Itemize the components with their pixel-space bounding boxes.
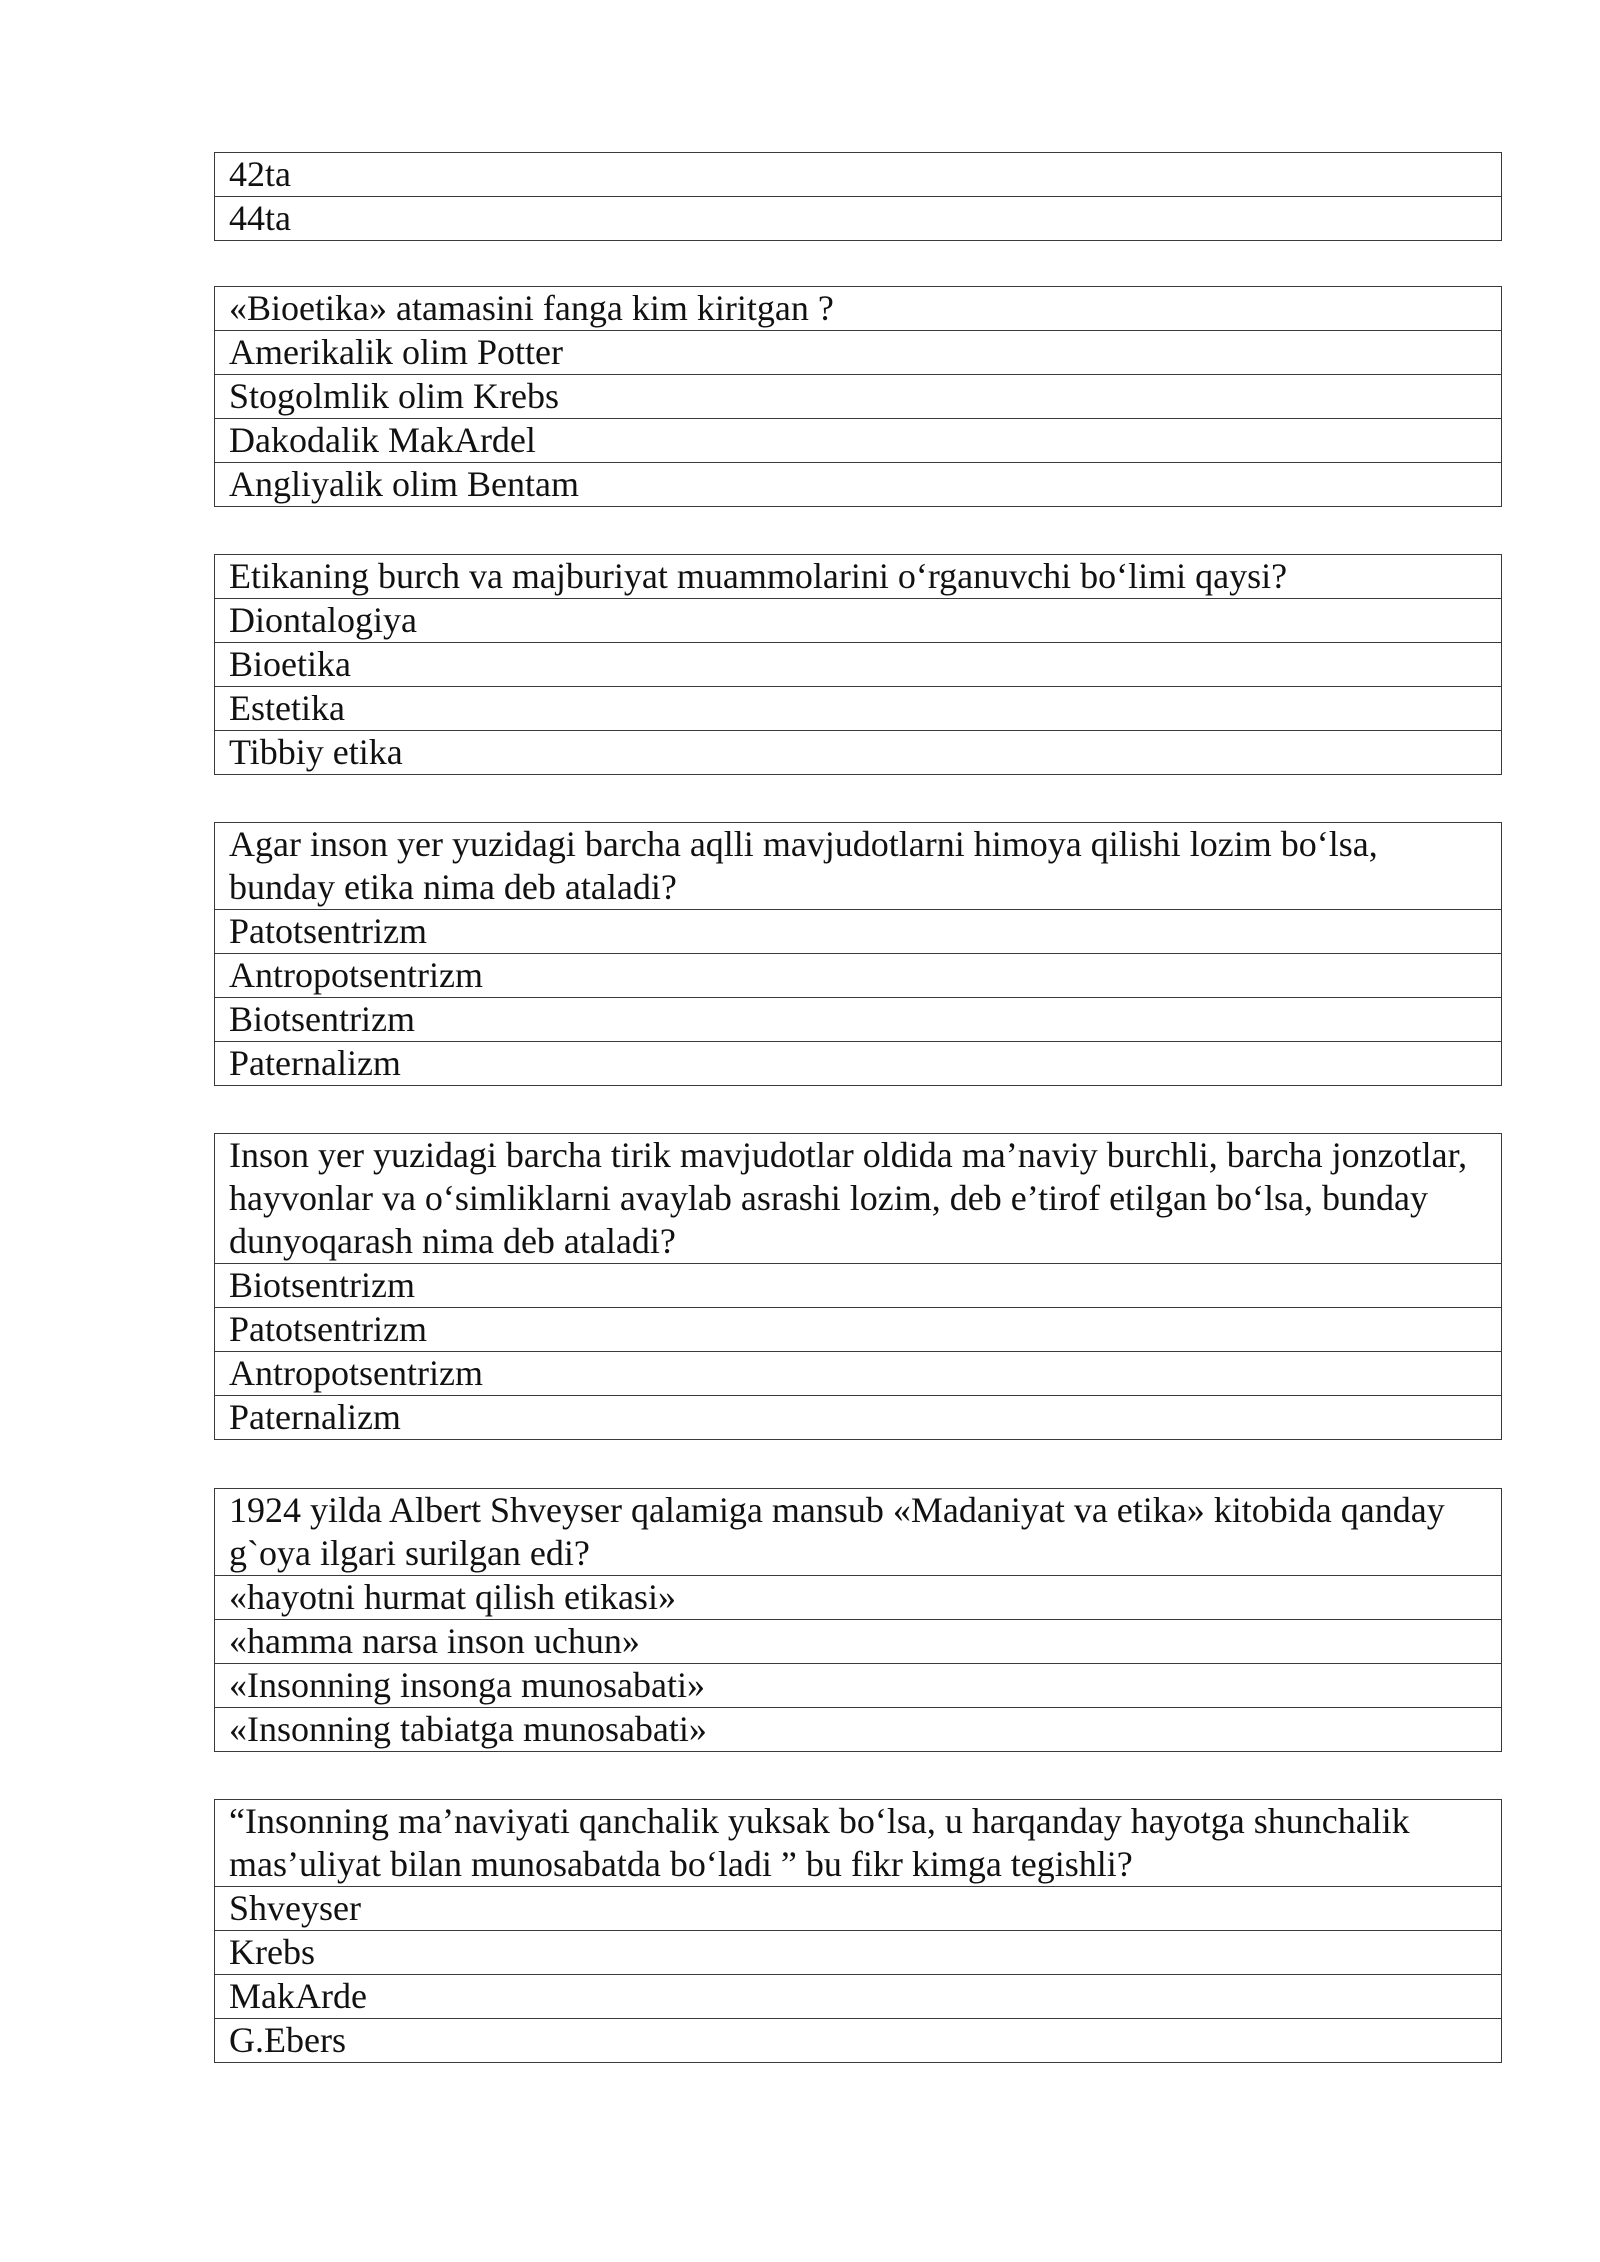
table-row (215, 1576, 1502, 1620)
answer-block-continuation (214, 152, 1502, 241)
table-row (215, 2019, 1502, 2063)
table-row (215, 1396, 1502, 1440)
table-row (215, 1800, 1502, 1887)
table-row (215, 287, 1502, 331)
question-block (214, 1799, 1502, 2063)
question-text: «Bioetika» atamasini fanga kim kiritgan ? (215, 287, 1502, 331)
question-block (214, 1133, 1502, 1440)
answer-option: Estetika (215, 687, 1502, 731)
answer-option: Shveyser (215, 1887, 1502, 1931)
table-row (215, 998, 1502, 1042)
table-row (215, 1975, 1502, 2019)
table-row (215, 331, 1502, 375)
table-row (215, 1264, 1502, 1308)
answer-option: G.Ebers (215, 2019, 1502, 2063)
answer-option: Dakodalik MakArdel (215, 419, 1502, 463)
table-row (215, 954, 1502, 998)
answer-option: 42ta (215, 153, 1502, 197)
answer-option: 44ta (215, 197, 1502, 241)
answer-option: Bioetika (215, 643, 1502, 687)
question-text: “Insonning ma’naviyati qanchalik yuksak bo‘lsa, u harqanday hayotga shunchalik mas’uliyat bilan munosabatda bo‘ladi ” bu fikr kimga tegishli? (215, 1800, 1502, 1887)
table-row (215, 153, 1502, 197)
answer-option: «hamma narsa inson uchun» (215, 1620, 1502, 1664)
answer-option: Stogolmlik olim Krebs (215, 375, 1502, 419)
question-text: Agar inson yer yuzidagi barcha aqlli mavjudotlarni himoya qilishi lozim bo‘lsa, bunday etika nima deb ataladi? (215, 823, 1502, 910)
answer-option: Paternalizm (215, 1042, 1502, 1086)
table-row (215, 1042, 1502, 1086)
answer-option: «hayotni hurmat qilish etikasi» (215, 1576, 1502, 1620)
table-row (215, 1887, 1502, 1931)
question-block (214, 286, 1502, 507)
table-row (215, 731, 1502, 775)
table-row (215, 1931, 1502, 1975)
table-row (215, 1620, 1502, 1664)
answer-option: Amerikalik olim Potter (215, 331, 1502, 375)
table-row (215, 463, 1502, 507)
table-row (215, 1352, 1502, 1396)
table-row (215, 1308, 1502, 1352)
answer-option: Antropotsentrizm (215, 1352, 1502, 1396)
question-block (214, 1488, 1502, 1752)
table-row (215, 419, 1502, 463)
answer-option: Biotsentrizm (215, 1264, 1502, 1308)
answer-option: «Insonning insonga munosabati» (215, 1664, 1502, 1708)
question-text: Etikaning burch va majburiyat muammolarini o‘rganuvchi bo‘limi qaysi? (215, 555, 1502, 599)
table-row (215, 1708, 1502, 1752)
answer-option: Antropotsentrizm (215, 954, 1502, 998)
question-block (214, 822, 1502, 1086)
table-row (215, 375, 1502, 419)
question-text: Inson yer yuzidagi barcha tirik mavjudotlar oldida ma’naviy burchli, barcha jonzotlar, hayvonlar va o‘simliklarni avaylab asrashi lozim, deb e’tirof etilgan bo‘lsa, bunday dunyoqarash nima deb ataladi? (215, 1134, 1502, 1264)
answer-option: Biotsentrizm (215, 998, 1502, 1042)
question-text: 1924 yilda Albert Shveyser qalamiga mansub «Madaniyat va etika» kitobida qanday g`oya ilgari surilgan edi? (215, 1489, 1502, 1576)
answer-option: Krebs (215, 1931, 1502, 1975)
answer-option: Patotsentrizm (215, 910, 1502, 954)
table-row (215, 910, 1502, 954)
answer-option: Paternalizm (215, 1396, 1502, 1440)
table-row (215, 1664, 1502, 1708)
table-row (215, 1134, 1502, 1264)
question-block (214, 554, 1502, 775)
answer-option: MakArde (215, 1975, 1502, 2019)
table-row (215, 555, 1502, 599)
answer-option: Diontalogiya (215, 599, 1502, 643)
answer-option: Angliyalik olim Bentam (215, 463, 1502, 507)
table-row (215, 1489, 1502, 1576)
table-row (215, 643, 1502, 687)
answer-option: Tibbiy etika (215, 731, 1502, 775)
answer-option: «Insonning tabiatga munosabati» (215, 1708, 1502, 1752)
table-row (215, 197, 1502, 241)
table-row (215, 823, 1502, 910)
table-row (215, 687, 1502, 731)
answer-option: Patotsentrizm (215, 1308, 1502, 1352)
table-row (215, 599, 1502, 643)
